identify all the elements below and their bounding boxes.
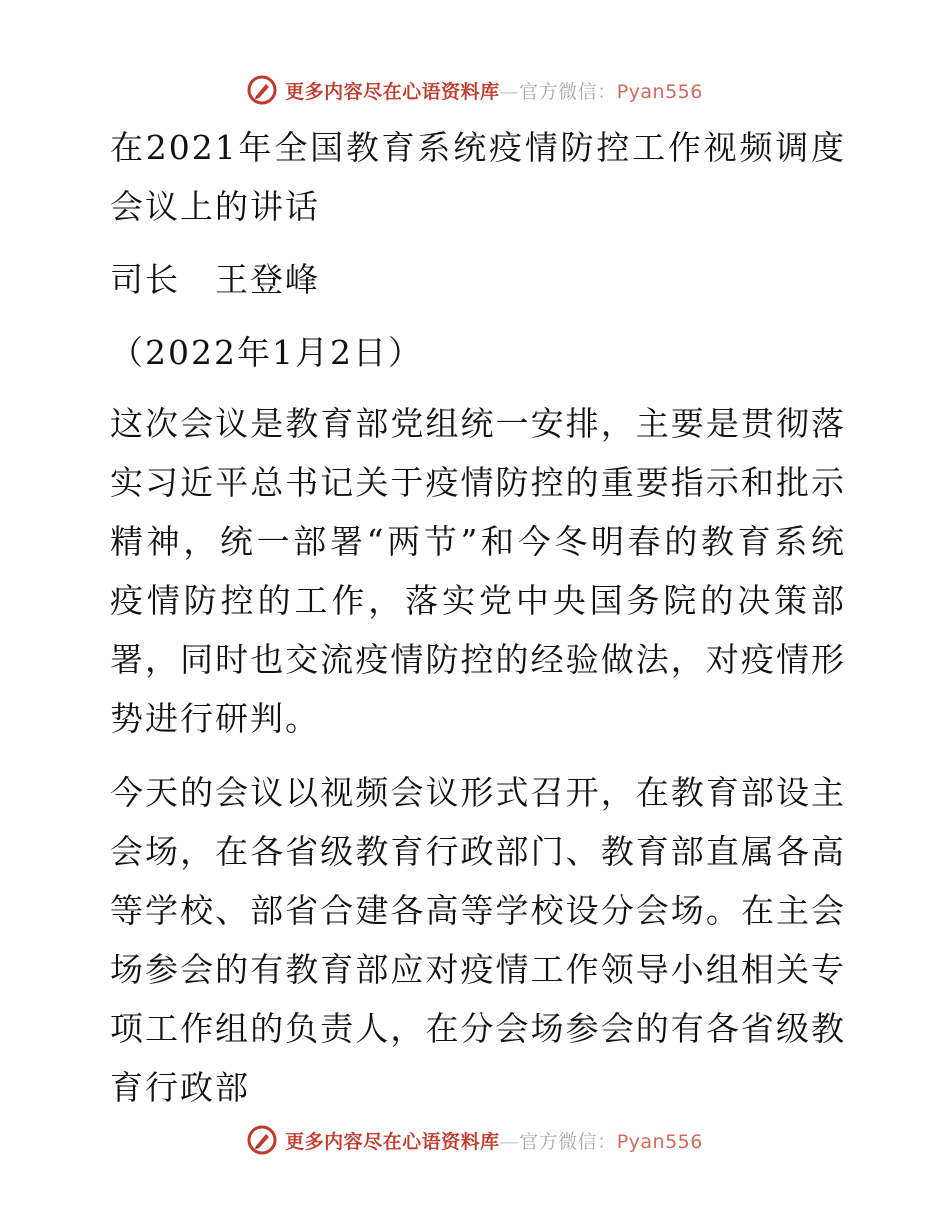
watermark-dash: — bbox=[499, 1130, 520, 1153]
document-author: 司长 王登峰 bbox=[110, 260, 320, 299]
paragraph: 这次会议是教育部党组统一安排，主要是贯彻落实习近平总书记关于疫情防控的重要指示和批示精神，统一部署“两节”和今冬明春的教育系统疫情防控的工作，落实党中央国务院的决策部署，同时也交流疫情防控的经验做法，对疫情形势进行研判。 bbox=[110, 404, 846, 738]
watermark-label: 官方微信： bbox=[519, 1130, 617, 1153]
watermark-id: Pyan556 bbox=[616, 1130, 703, 1153]
watermark-dash: — bbox=[499, 80, 520, 103]
document-body bbox=[98, 118, 846, 1132]
document-date: （2022年1月2日） bbox=[110, 333, 423, 372]
watermark-text bbox=[285, 1127, 703, 1154]
pen-logo-icon bbox=[247, 1125, 277, 1155]
watermark-main: 更多内容尽在心语资料库 bbox=[285, 1130, 500, 1153]
footer-watermark bbox=[0, 1120, 950, 1160]
pen-logo-icon bbox=[247, 75, 277, 105]
watermark-label: 官方微信： bbox=[519, 80, 617, 103]
watermark-main: 更多内容尽在心语资料库 bbox=[285, 80, 500, 103]
document-title: 在2021年全国教育系统疫情防控工作视频调度会议上的讲话 bbox=[110, 128, 846, 226]
paragraph: 今天的会议以视频会议形式召开，在教育部设主会场，在各省级教育行政部门、教育部直属各高等学校、部省合建各高等学校设分会场。在主会场参会的有教育部应对疫情工作领导小组相关专项工作组的负责人，在分会场参会的有各省级教育行政部 bbox=[110, 773, 846, 1107]
watermark-text bbox=[285, 77, 703, 104]
header-watermark bbox=[0, 70, 950, 110]
watermark-id: Pyan556 bbox=[616, 80, 703, 103]
